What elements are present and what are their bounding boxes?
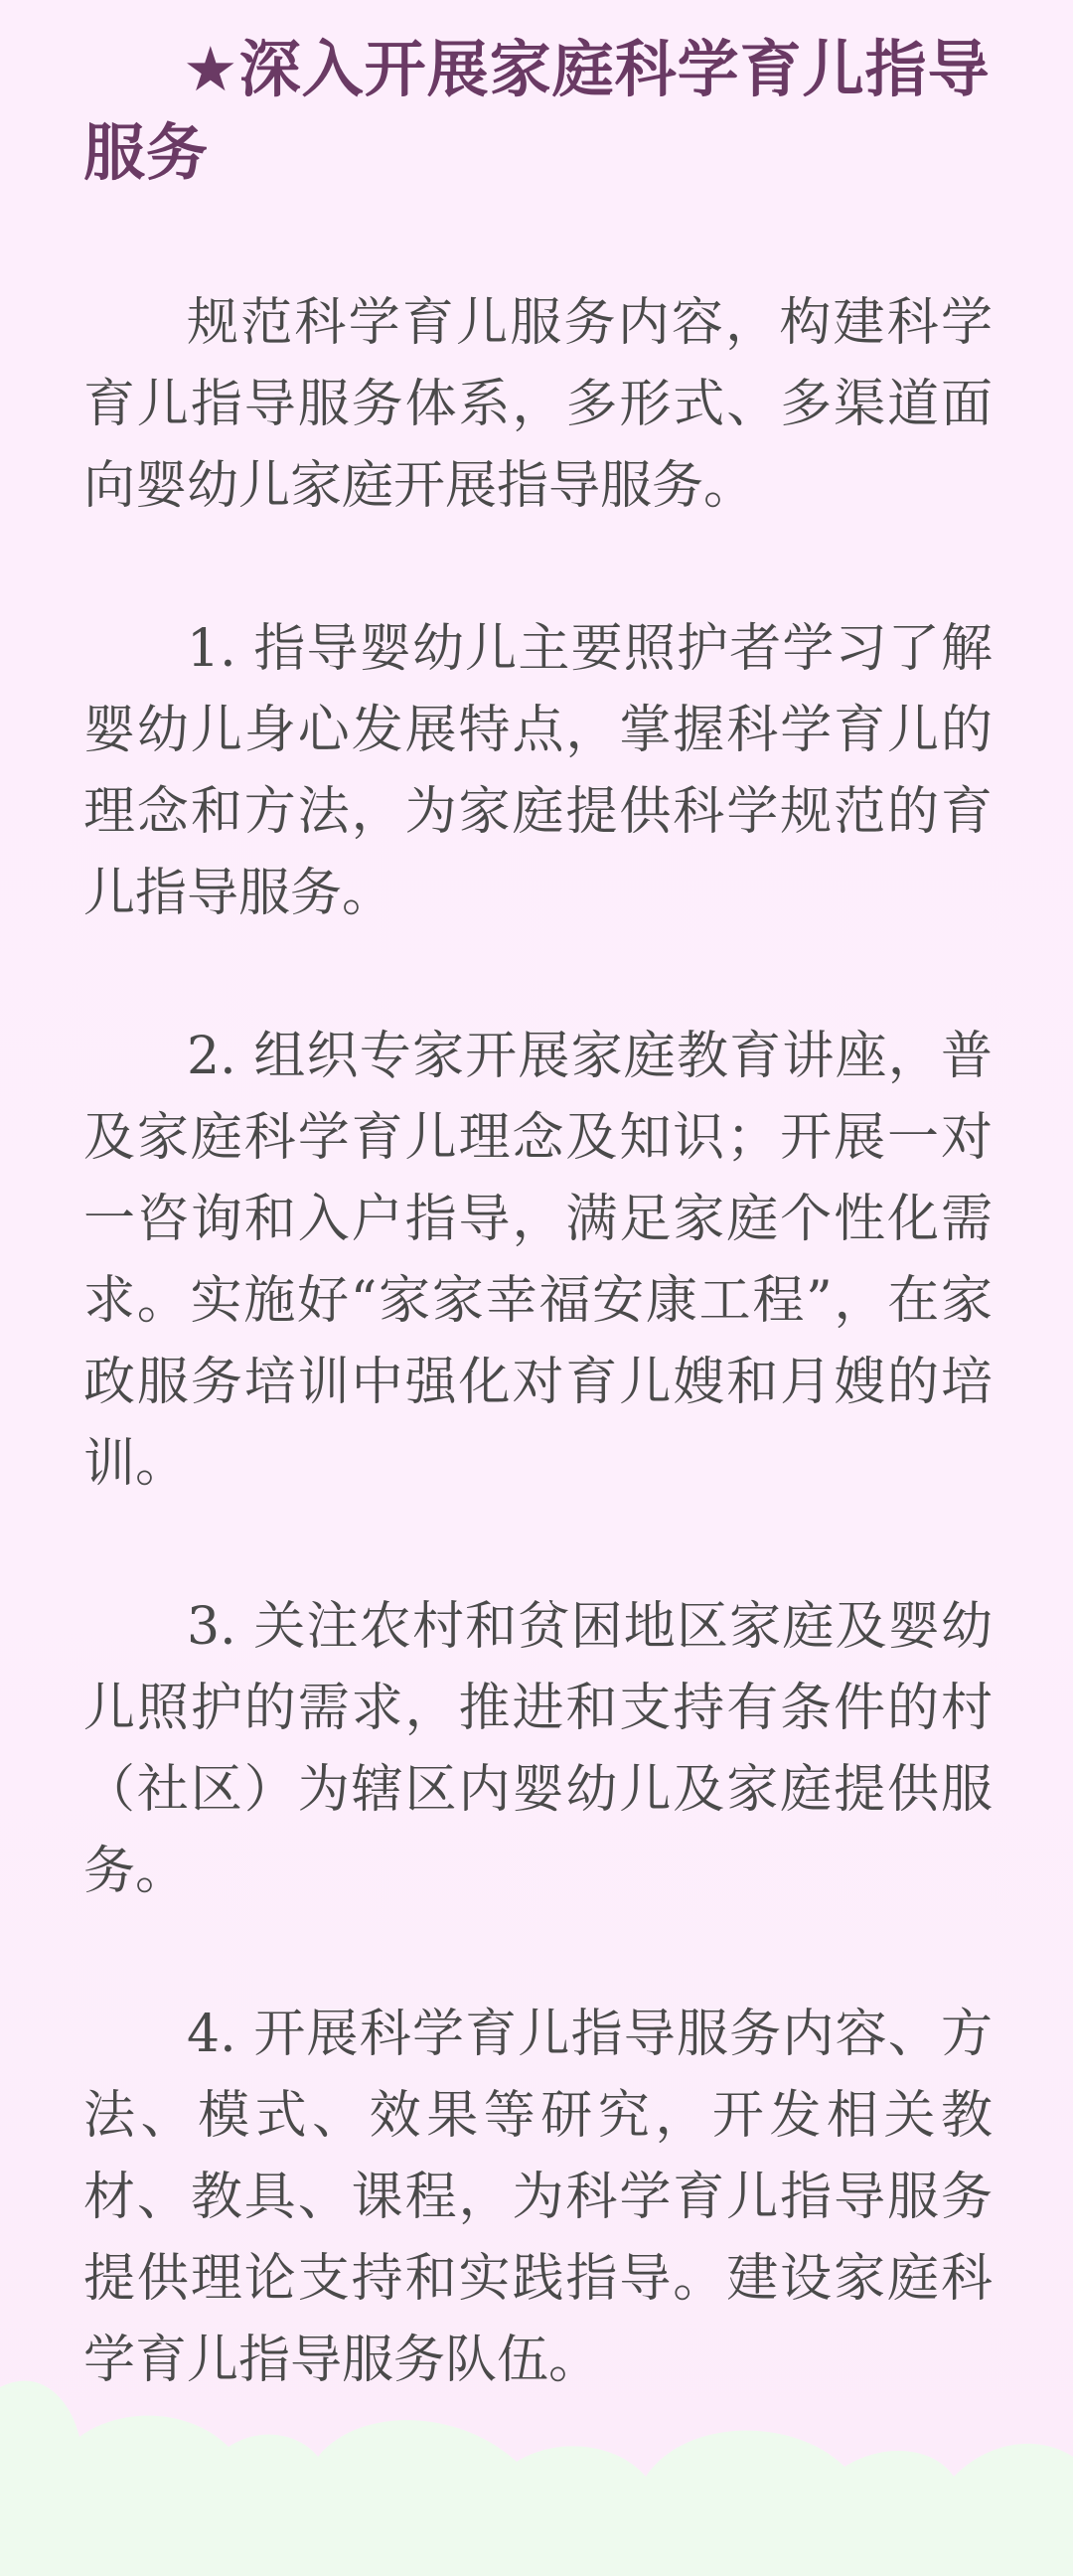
section-heading: ★深入开展家庭科学育儿指导服务 <box>83 33 991 189</box>
list-item-1: 1. 指导婴幼儿主要照护者学习了解婴幼儿身心发展特点，掌握科学育儿的理念和方法，为家庭提供科学规范的育儿指导服务。 <box>83 619 993 923</box>
cloud-decoration <box>0 2347 1073 2576</box>
list-item-4: 4. 开展科学育儿指导服务内容、方法、模式、效果等研究，开发相关教材、教具、课程，为科学育儿指导服务提供理论支持和实践指导。建设家庭科学育儿指导服务队伍。 <box>83 2005 993 2390</box>
article-section <box>83 28 993 2401</box>
intro-paragraph: 规范科学育儿服务内容，构建科学育儿指导服务体系，多形式、多渠道面向婴幼儿家庭开展指导服务。 <box>83 293 993 516</box>
list-item-2: 2. 组织专家开展家庭教育讲座，普及家庭科学育儿理念及知识；开展一对一咨询和入户指导，满足家庭个性化需求。实施好“家家幸福安康工程”，在家政服务培训中强化对育儿嫂和月嫂的培训。 <box>83 1027 993 1494</box>
cloud-shape <box>0 2381 1073 2576</box>
list-item-3: 3. 关注农村和贫困地区家庭及婴幼儿照护的需求，推进和支持有条件的村（社区）为辖区内婴幼儿及家庭提供服务。 <box>83 1597 993 1901</box>
